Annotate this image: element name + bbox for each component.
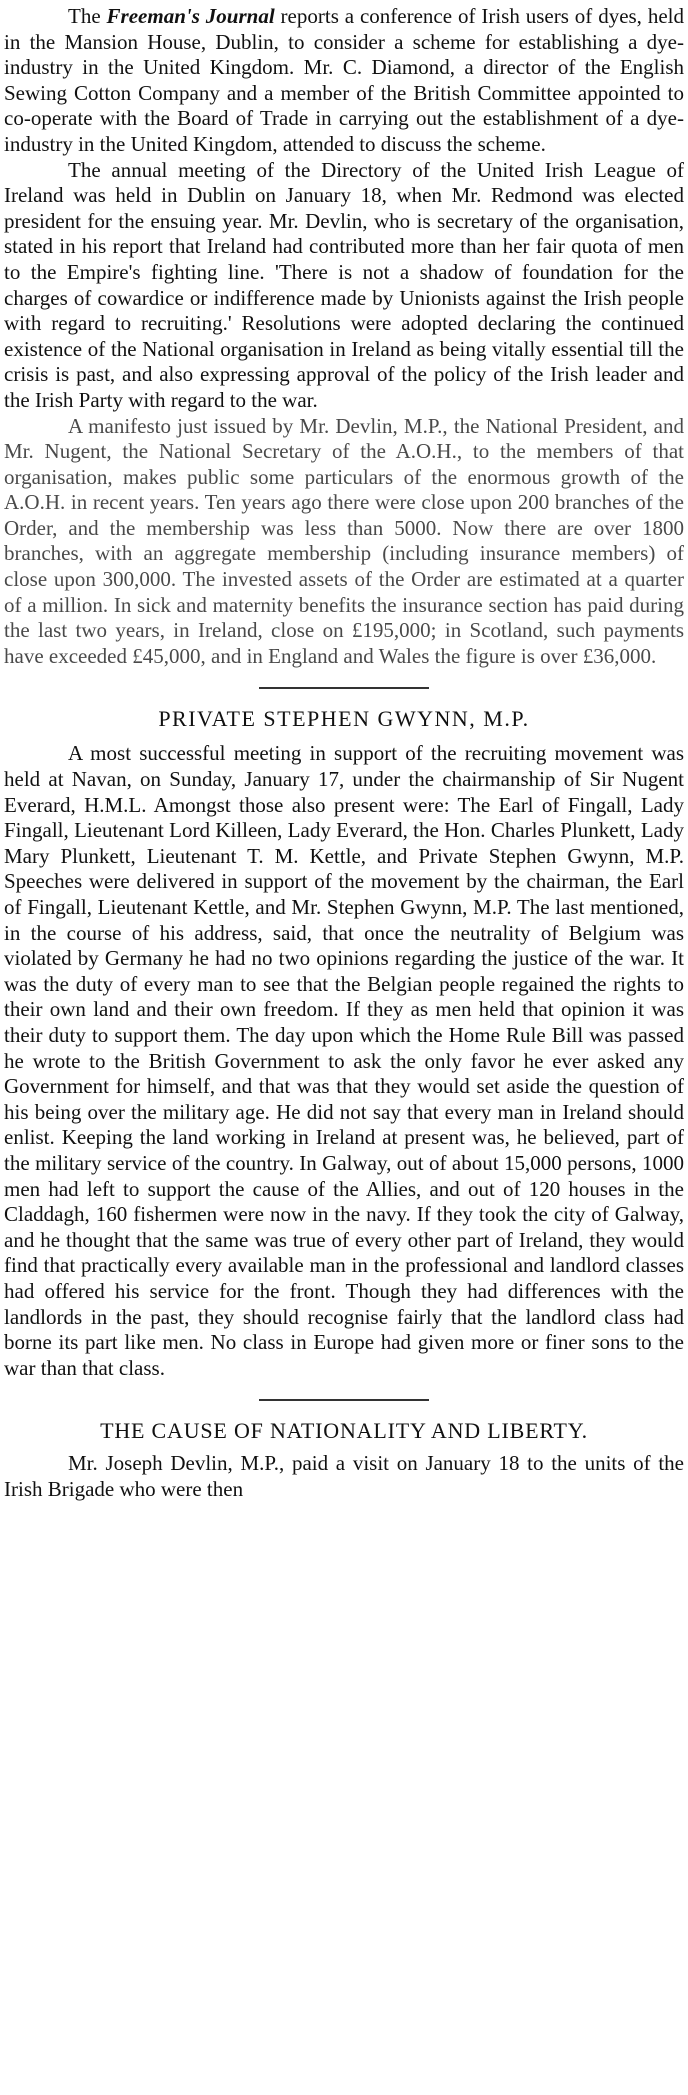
- paragraph-navan-recruiting-meeting: A most successful meeting in support of the recruiting movement was held at Navan, on Sunday, January 17, under the chairmanship of Sir Nugent Everard, H.M.L. Amongst those also present were: The Earl of Fingall, Lady Fingall, Lieutenant Lord Killeen, Lady Everard, the Hon. Charles Plunkett, Lady Mary Plunkett, Lieutenant T. M. Kettle, and Private Stephen Gwynn, M.P. Speeches were delivered in support of the movement by the chairman, the Earl of Fingall, Lieutenant Kettle, and Mr. Stephen Gwynn, M.P. The last mentioned, in the course of his address, said, that once the neutrality of Belgium was violated by Germany he had no two opinions regarding the justice of the war. It was the duty of every man to see that the Belgian people regained the rights to their own land and their own freedom. If they as men held that opinion it was their duty to support them. The day upon which the Home Rule Bill was passed he wrote to the British Government to ask the only favor he ever asked any Government for himself, and that was that they would set aside the question of his being over the military age. He did not say that every man in Ireland should enlist. Keeping the land working in Ireland at present was, he believed, part of the military service of the country. In Galway, out of about 15,000 persons, 1000 men had left to support the cause of the Allies, and out of 120 houses in the Claddagh, 160 fishermen were now in the navy. If they took the city of Galway, and he thought that the same was true of every other part of Ireland, they would find that practically every available man in the professional and landlord classes had offered his service for the front. Though they had differences with the landlords in the past, they should recognise fairly that the landlord class had borne its part like men. No class in Europe had given more or finer sons to the war than that class.: [4, 741, 684, 1380]
- paragraph-body: reports a conference of Irish users of dyes, held in the Mansion House, Dublin, to consider a scheme for establishing a dye-industry in the United Kingdom. Mr. C. Diamond, a director of the English Sewing Cotton Company and a member of the British Committee appointed to co-operate with the Board of Trade in carrying out the establishment of a dye-industry in the United Kingdom, attended to discuss the scheme.: [4, 4, 684, 156]
- section-divider: [259, 687, 429, 689]
- section-heading-private-stephen-gwynn: PRIVATE STEPHEN GWYNN, M.P.: [158, 706, 530, 732]
- paragraph-united-irish-league-meeting: The annual meeting of the Directory of the United Irish League of Ireland was held in Dublin on January 18, when Mr. Redmond was elected president for the ensuing year. Mr. Devlin, who is secretary of the organisation, stated in his report that Ireland had contributed more than her fair quota of men to the Empire's fighting line. 'There is not a shadow of foundation for the charges of cowardice or indifference made by Unionists against the Irish people with regard to recruiting.' Resolutions were adopted declaring the continued existence of the National organisation in Ireland as being vitally essential till the crisis is past, and also expressing approval of the policy of the Irish leader and the Irish Party with regard to the war.: [4, 157, 684, 412]
- paragraph-devlin-irish-brigade-visit: Mr. Joseph Devlin, M.P., paid a visit on January 18 to the units of the Irish Brigade who were then: [4, 1451, 684, 1501]
- section-divider: [259, 1399, 429, 1401]
- paragraph-dye-industry-conference: [4, 4, 684, 158]
- paragraph-lead-word: The: [68, 4, 107, 28]
- section-heading-cause-of-nationality: THE CAUSE OF NATIONALITY AND LIBERTY.: [100, 1418, 588, 1444]
- paragraph-aoh-manifesto: A manifesto just issued by Mr. Devlin, M.P., the National President, and Mr. Nugent, the National Secretary of the A.O.H., to the members of that organisation, makes public some particulars of the enormous growth of the A.O.H. in recent years. Ten years ago there were close upon 200 branches of the Order, and the membership was less than 5000. Now there are over 1800 branches, with an aggregate membership (including insurance members) of close upon 300,000. The invested assets of the Order are estimated at a quarter of a million. In sick and maternity benefits the insurance section has paid during the last two years, in Ireland, close on £195,000; in Scotland, such payments have exceeded £45,000, and in England and Wales the figure is over £36,000.: [4, 413, 684, 668]
- publication-name: Freeman's Journal: [106, 4, 275, 28]
